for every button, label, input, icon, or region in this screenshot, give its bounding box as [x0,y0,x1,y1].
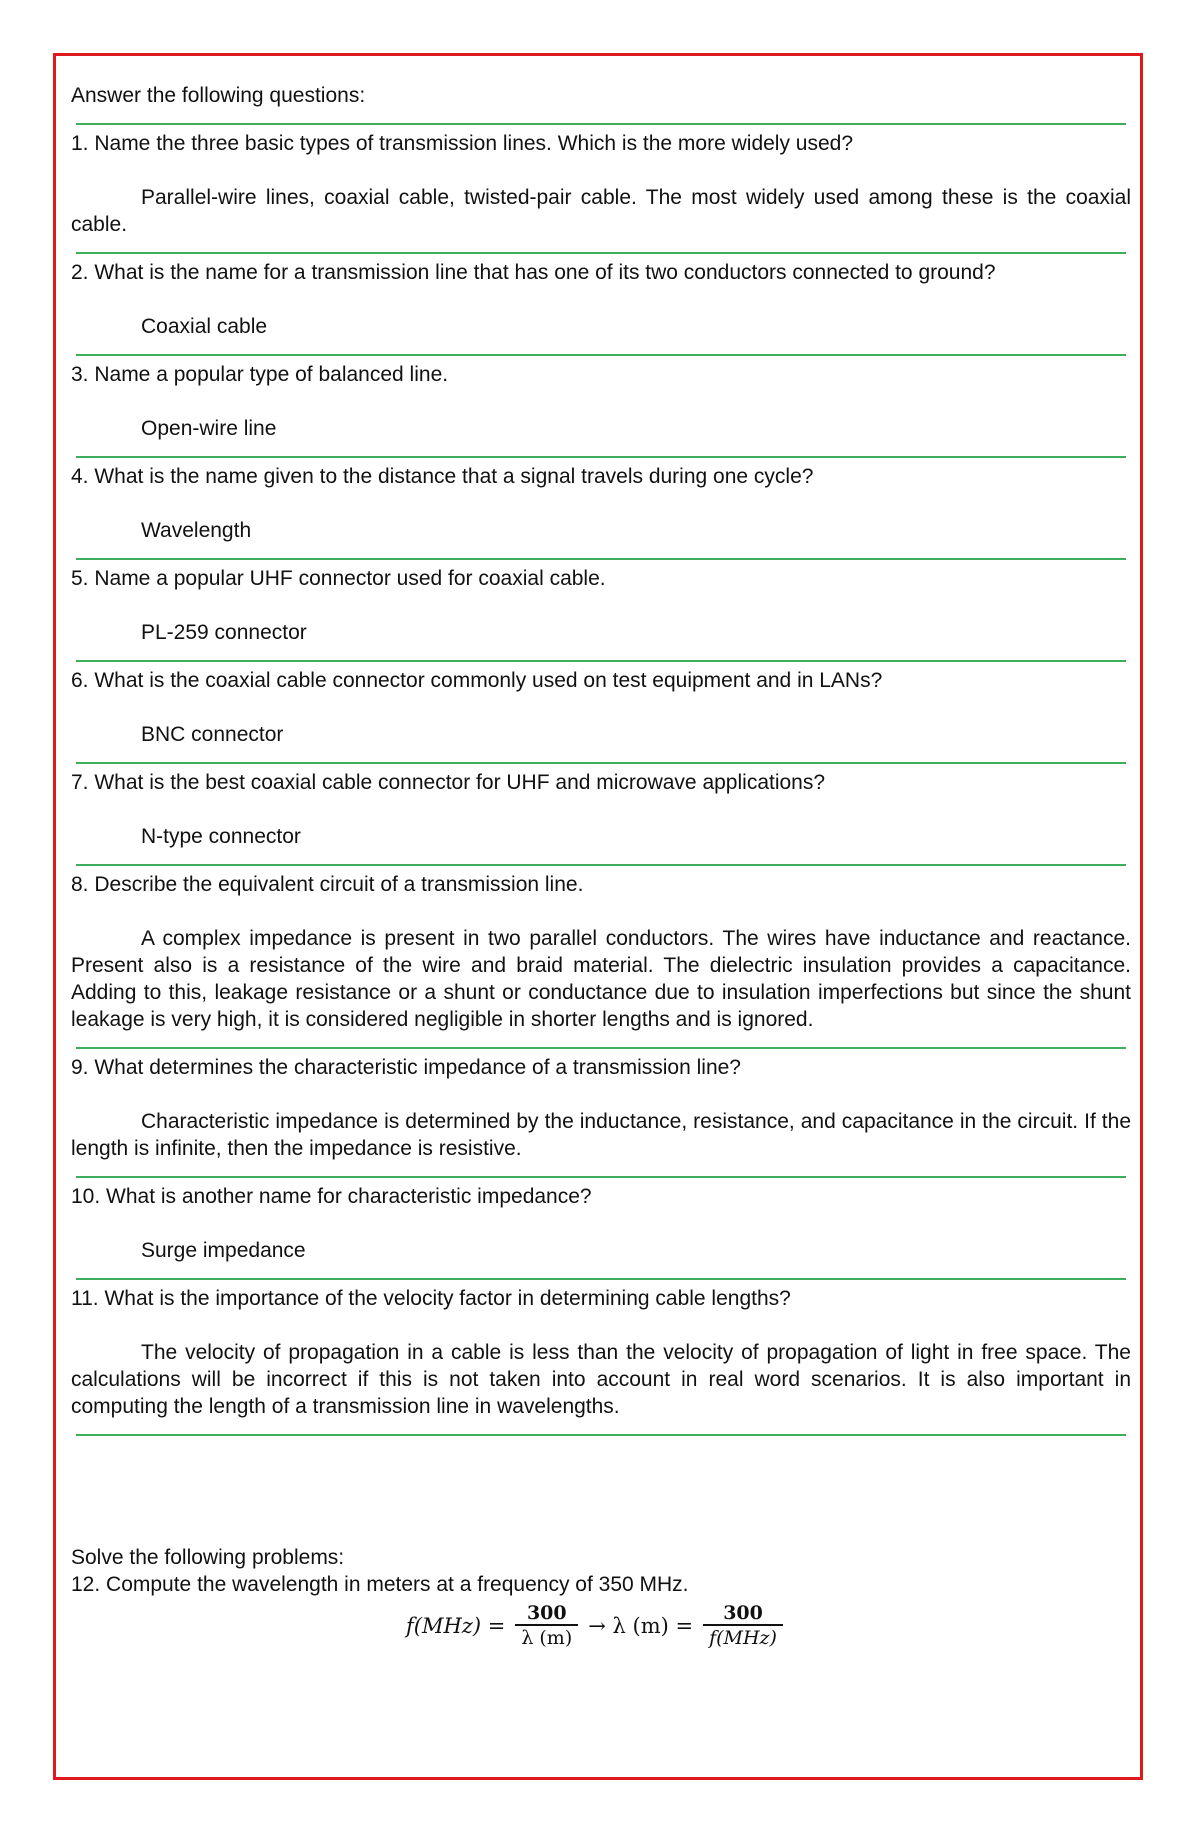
fraction-2-numerator: 300 [723,1602,763,1624]
qa-item-6 [71,667,1131,762]
divider [76,1434,1126,1436]
divider [76,1278,1126,1280]
divider [76,660,1126,662]
answer-3: Open-wire line [141,417,277,440]
question-8: 8. Describe the equivalent circuit of a transmission line. [71,873,584,896]
question-10: 10. What is another name for characteristic impedance? [71,1185,592,1208]
answer-2: Coaxial cable [141,315,268,338]
divider [76,123,1126,125]
question-5: 5. Name a popular UHF connector used for coaxial cable. [71,567,606,590]
qa-item-4 [71,463,1131,558]
qa-item-8 [71,871,1131,1047]
formula-lhs: f(MHz) = [406,1614,506,1638]
divider [76,252,1126,254]
formula-arrow: → λ (m) = [588,1614,694,1638]
answer-8: A complex impedance is present in two parallel conductors. The wires have inductance and reactance. Present also is a resistance of the wire and braid material. The dielectric insulation provides a capacitance. Adding to this, leakage resistance or a shunt or conductance due to insulation imperfections but since the shunt leakage is very high, it is considered negligible in shorter lengths and is ignored. [71,927,1131,1031]
answer-10: Surge impedance [141,1239,306,1262]
intro-heading: Answer the following questions: [71,84,366,107]
question-11: 11. What is the importance of the velocity factor in determining cable lengths? [71,1287,791,1310]
qa-item-3 [71,361,1131,456]
question-2: 2. What is the name for a transmission line that has one of its two conductors connected to ground? [71,261,996,284]
divider [76,456,1126,458]
answer-11: The velocity of propagation in a cable is less than the velocity of propagation of light in free space. The calculations will be incorrect if this is not taken into account in real word scenarios. It is also important in computing the length of a transmission line in wavelengths. [71,1341,1131,1418]
question-7: 7. What is the best coaxial cable connector for UHF and microwave applications? [71,771,826,794]
formula-fraction-1 [515,1602,578,1650]
qa-item-5 [71,565,1131,660]
answer-1: Parallel-wire lines, coaxial cable, twisted-pair cable. The most widely used among these is the coaxial cable. [71,186,1131,236]
fraction-1-denominator: λ (m) [521,1627,573,1649]
divider [76,1176,1126,1178]
wavelength-formula [406,1602,1131,1650]
fraction-2-denominator: f(MHz) [709,1627,777,1649]
divider [76,762,1126,764]
qa-item-2 [71,259,1131,354]
divider [76,558,1126,560]
question-6: 6. What is the coaxial cable connector commonly used on test equipment and in LANs? [71,669,883,692]
problem-12: 12. Compute the wavelength in meters at a frequency of 350 MHz. [71,1573,689,1596]
answer-6: BNC connector [141,723,284,746]
formula-fraction-2 [703,1602,783,1650]
fraction-1-numerator: 300 [526,1602,567,1624]
qa-item-1 [71,130,1131,252]
question-9: 9. What determines the characteristic impedance of a transmission line? [71,1056,741,1079]
divider [76,354,1126,356]
divider [76,1047,1126,1049]
answer-5: PL-259 connector [141,621,307,644]
answer-7: N-type connector [141,825,301,848]
qa-item-9 [71,1054,1131,1176]
answer-9: Characteristic impedance is determined by the inductance, resistance, and capacitance in the circuit. If the length is infinite, then the impedance is resistive. [71,1110,1131,1160]
question-3: 3. Name a popular type of balanced line. [71,363,449,386]
document-body [71,82,1131,1650]
question-1: 1. Name the three basic types of transmission lines. Which is the more widely used? [71,132,854,155]
qa-item-10 [71,1183,1131,1278]
question-4: 4. What is the name given to the distance that a signal travels during one cycle? [71,465,814,488]
qa-item-7 [71,769,1131,864]
divider [76,864,1126,866]
qa-item-11 [71,1285,1131,1434]
answer-4: Wavelength [141,519,252,542]
solve-heading: Solve the following problems: [71,1546,345,1569]
